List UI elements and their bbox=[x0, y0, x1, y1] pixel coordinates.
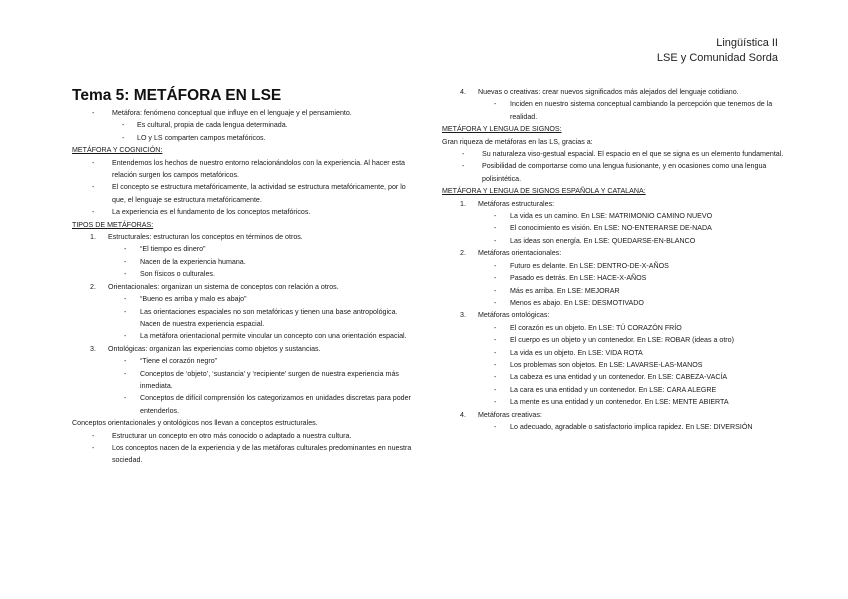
document-header bbox=[657, 36, 778, 66]
list-item-text: Nuevas o creativas: crear nuevos significados más alejados del lenguaje cotidiano. bbox=[478, 88, 739, 96]
sub-list-item bbox=[72, 119, 412, 131]
list-item-text: Nacen de la experiencia humana. bbox=[140, 257, 246, 266]
list-item-text: La cabeza es una entidad y un contenedor. En LSE: CABEZA-VACÍA bbox=[510, 373, 728, 382]
bullet-marker: - bbox=[124, 295, 127, 304]
list-item-text: Pasado es detrás. En LSE: HACE-X-AÑOS bbox=[510, 274, 647, 283]
numbered-item bbox=[72, 343, 412, 355]
numbered-item bbox=[442, 198, 787, 210]
list-item bbox=[72, 157, 412, 182]
bullet-marker: - bbox=[122, 121, 125, 130]
numbered-item bbox=[442, 409, 787, 421]
list-item-text: LO y LS comparten campos metafóricos. bbox=[137, 133, 266, 142]
list-item-text: Metáforas ontológicas: bbox=[478, 311, 550, 320]
list-item bbox=[72, 206, 412, 218]
sub-list-item bbox=[72, 132, 412, 144]
list-item-text: La vida es un camino. En LSE: MATRIMONIO CAMINO NUEVO bbox=[510, 212, 713, 221]
sub-list-item bbox=[442, 260, 787, 272]
bullet-marker: - bbox=[124, 332, 127, 341]
list-item-text: “El tiempo es dinero” bbox=[140, 245, 206, 254]
bullet-marker: - bbox=[494, 286, 497, 295]
bullet-marker: - bbox=[462, 150, 465, 159]
bullet-marker: - bbox=[494, 336, 497, 345]
sub-list-item bbox=[442, 222, 787, 234]
number-marker: 3. bbox=[460, 311, 466, 320]
list-item bbox=[72, 107, 412, 119]
list-item bbox=[72, 442, 412, 467]
list-item bbox=[72, 430, 412, 442]
list-item-text: La experiencia es el fundamento de los conceptos metafóricos. bbox=[112, 208, 311, 217]
bullet-marker: - bbox=[494, 236, 497, 245]
sub-list-item bbox=[442, 235, 787, 247]
list-item-text: “Tiene el corazón negro” bbox=[140, 357, 218, 366]
list-item-text: Posibilidad de comportarse como una lengua fusionante, y en ocasiones como una lengua polisintética. bbox=[482, 162, 767, 183]
signos-intro: Gran riqueza de metáforas en las LS, gracias a: bbox=[442, 137, 593, 146]
list-item-text: Metáforas orientacionales: bbox=[478, 249, 562, 258]
bullet-marker: - bbox=[494, 298, 497, 307]
sub-list-item bbox=[72, 355, 412, 367]
sub-list-item bbox=[72, 330, 412, 342]
list-item-text: Son físicos o culturales. bbox=[140, 270, 215, 279]
number-marker: 2. bbox=[460, 249, 466, 258]
list-item-text: El concepto se estructura metafóricamente, la actividad se estructura metafóricamente, por lo que, el lenguaje se estructura metafóricamente. bbox=[112, 183, 406, 204]
list-item-text: Metáforas creativas: bbox=[478, 410, 542, 419]
list-item-text: Metáforas estructurales: bbox=[478, 199, 555, 208]
bullet-marker: - bbox=[494, 385, 497, 394]
list-item-text: Los conceptos nacen de la experiencia y de las metáforas culturales predominantes en nuestra sociedad. bbox=[112, 443, 412, 465]
list-item-text: Estructurales: estructuran los conceptos en términos de otros. bbox=[108, 233, 303, 242]
list-item-text: Entendemos los hechos de nuestro entorno relacionándolos con la experiencia. Al hacer esta relación surgen los campos metafóricos. bbox=[112, 158, 406, 180]
sub-list-item bbox=[72, 268, 412, 280]
sub-list-item bbox=[442, 371, 787, 383]
list-item-text: Inciden en nuestro sistema conceptual cambiando la percepción que tenemos de la realidad. bbox=[510, 100, 773, 121]
sub-list-item bbox=[72, 392, 412, 417]
bullet-marker: - bbox=[494, 274, 497, 283]
sub-list-item bbox=[442, 384, 787, 396]
bullet-marker: - bbox=[494, 348, 497, 357]
list-item-text: La cara es una entidad y un contenedor. En LSE: CARA ALEGRE bbox=[510, 385, 717, 394]
sub-list-item bbox=[442, 322, 787, 334]
bullet-marker: - bbox=[92, 183, 95, 192]
sub-list-item bbox=[72, 256, 412, 268]
page-title: Tema 5: METÁFORA EN LSE bbox=[72, 87, 282, 104]
bullet-marker: - bbox=[494, 261, 497, 270]
list-item-text: Conceptos de difícil comprensión los categorizamos en unidades discretas para poder entenderlos. bbox=[140, 394, 411, 415]
section-heading-signos: METÁFORA Y LENGUA DE SIGNOS: bbox=[442, 125, 562, 134]
number-marker: 3. bbox=[90, 344, 96, 353]
number-marker: 4. bbox=[460, 88, 466, 96]
list-item-text: Es cultural, propia de cada lengua determinada. bbox=[137, 121, 288, 130]
number-marker: 1. bbox=[90, 233, 96, 242]
numbered-item bbox=[72, 281, 412, 293]
right-column bbox=[442, 86, 787, 433]
bullet-marker: - bbox=[122, 133, 125, 142]
list-item-text: Las ideas son energía. En LSE: QUEDARSE-EN-BLANCO bbox=[510, 236, 696, 245]
bullet-marker: - bbox=[494, 100, 497, 109]
bullet-marker: - bbox=[92, 109, 95, 117]
bullet-marker: - bbox=[494, 422, 497, 431]
header-subject: LSE y Comunidad Sorda bbox=[656, 52, 778, 64]
sub-list-item bbox=[442, 297, 787, 309]
list-item-text: Estructurar un concepto en otro más conocido o adaptado a nuestra cultura. bbox=[112, 431, 352, 440]
list-item-text: Metáfora: fenómeno conceptual que influye en el lenguaje y el pensamiento. bbox=[112, 109, 352, 117]
numbered-item bbox=[442, 86, 787, 98]
sub-list-item bbox=[442, 359, 787, 371]
sub-list-item bbox=[442, 334, 787, 346]
list-item-text: Orientacionales: organizan un sistema de conceptos con relación a otros. bbox=[108, 282, 339, 291]
list-item-text: Futuro es delante. En LSE: DENTRO-DE-X-AÑOS bbox=[510, 261, 669, 270]
bullet-marker: - bbox=[494, 373, 497, 382]
sub-list-item bbox=[442, 421, 787, 433]
list-item-text: El cuerpo es un objeto y un contenedor. En LSE: ROBAR (ideas a otro) bbox=[510, 336, 734, 345]
sub-list-item bbox=[72, 306, 412, 331]
bullet-marker: - bbox=[124, 245, 127, 254]
number-marker: 1. bbox=[460, 199, 466, 208]
bullet-marker: - bbox=[494, 323, 497, 332]
list-item bbox=[72, 181, 412, 206]
list-item-text: Ontológicas: organizan las experiencias como objetos y sustancias. bbox=[108, 344, 321, 353]
bullet-marker: - bbox=[124, 394, 127, 403]
list-item-text: El conocimiento es visión. En LSE: NO-ENTERARSE DE-NADA bbox=[510, 224, 712, 233]
list-item bbox=[442, 148, 787, 160]
section-heading-tipos: TIPOS DE METÁFORAS: bbox=[72, 220, 154, 229]
bullet-marker: - bbox=[124, 369, 127, 378]
bullet-marker: - bbox=[494, 398, 497, 407]
sub-list-item bbox=[442, 396, 787, 408]
bullet-marker: - bbox=[494, 224, 497, 233]
numbered-item bbox=[442, 309, 787, 321]
bullet-marker: - bbox=[124, 357, 127, 366]
bullet-marker: - bbox=[494, 212, 497, 221]
sub-list-item bbox=[72, 368, 412, 393]
list-item-text: El corazón es un objeto. En LSE: TÚ CORAZÓN FRÍO bbox=[510, 323, 682, 332]
numbered-item bbox=[72, 231, 412, 243]
number-marker: 2. bbox=[90, 282, 96, 291]
bullet-marker: - bbox=[92, 431, 95, 440]
sub-list-item bbox=[442, 272, 787, 284]
sub-list-item bbox=[442, 210, 787, 222]
bullet-marker: - bbox=[124, 257, 127, 266]
sub-list-item bbox=[442, 347, 787, 359]
list-item-text: Los problemas son objetos. En LSE: LAVARSE-LAS-MANOS bbox=[510, 360, 703, 369]
list-item bbox=[442, 160, 787, 185]
bullet-marker: - bbox=[494, 360, 497, 369]
left-column bbox=[72, 107, 412, 467]
numbered-item bbox=[442, 247, 787, 259]
conceptos-intro: Conceptos orientacionales y ontológicos nos llevan a conceptos estructurales. bbox=[72, 419, 318, 428]
list-item-text: La mente es una entidad y un contenedor. En LSE: MENTE ABIERTA bbox=[510, 398, 729, 407]
list-item-text: La vida es un objeto. En LSE: VIDA ROTA bbox=[510, 348, 643, 357]
sub-list-item bbox=[442, 285, 787, 297]
list-item-text: Menos es abajo. En LSE: DESMOTIVADO bbox=[510, 298, 644, 307]
section-heading-espanola: METÁFORA Y LENGUA DE SIGNOS ESPAÑOLA Y CATALANA: bbox=[442, 187, 646, 196]
list-item-text: Su naturaleza viso-gestual espacial. El espacio en el que se signa es un elemento fundamental. bbox=[482, 150, 784, 159]
bullet-marker: - bbox=[462, 162, 465, 171]
list-item-text: Lo adecuado, agradable o satisfactorio implica rapidez. En LSE: DIVERSIÓN bbox=[510, 422, 753, 431]
sub-list-item bbox=[72, 243, 412, 255]
list-item-text: Las orientaciones espaciales no son metafóricas y tienen una base antropológica. Nacen de nuestra experiencia espacial. bbox=[140, 307, 398, 328]
list-item-text: Más es arriba. En LSE: MEJORAR bbox=[510, 286, 620, 295]
header-course: Lingüística II bbox=[716, 37, 778, 49]
list-item-text: “Bueno es arriba y malo es abajo” bbox=[140, 295, 247, 304]
list-item-text: La metáfora orientacional permite vincular un concepto con una orientación espacial. bbox=[140, 332, 407, 341]
list-item-text: Conceptos de ‘objeto’, ‘sustancia’ y ‘recipiente’ surgen de nuestra experiencia más inmediata. bbox=[140, 369, 399, 390]
section-heading-cognicion: METÁFORA Y COGNICIÓN: bbox=[72, 146, 163, 155]
bullet-marker: - bbox=[124, 270, 127, 279]
number-marker: 4. bbox=[460, 410, 466, 419]
sub-list-item bbox=[72, 293, 412, 305]
bullet-marker: - bbox=[124, 307, 127, 316]
sub-list-item bbox=[442, 98, 787, 123]
bullet-marker: - bbox=[92, 158, 95, 167]
bullet-marker: - bbox=[92, 208, 95, 217]
bullet-marker: - bbox=[92, 443, 95, 452]
